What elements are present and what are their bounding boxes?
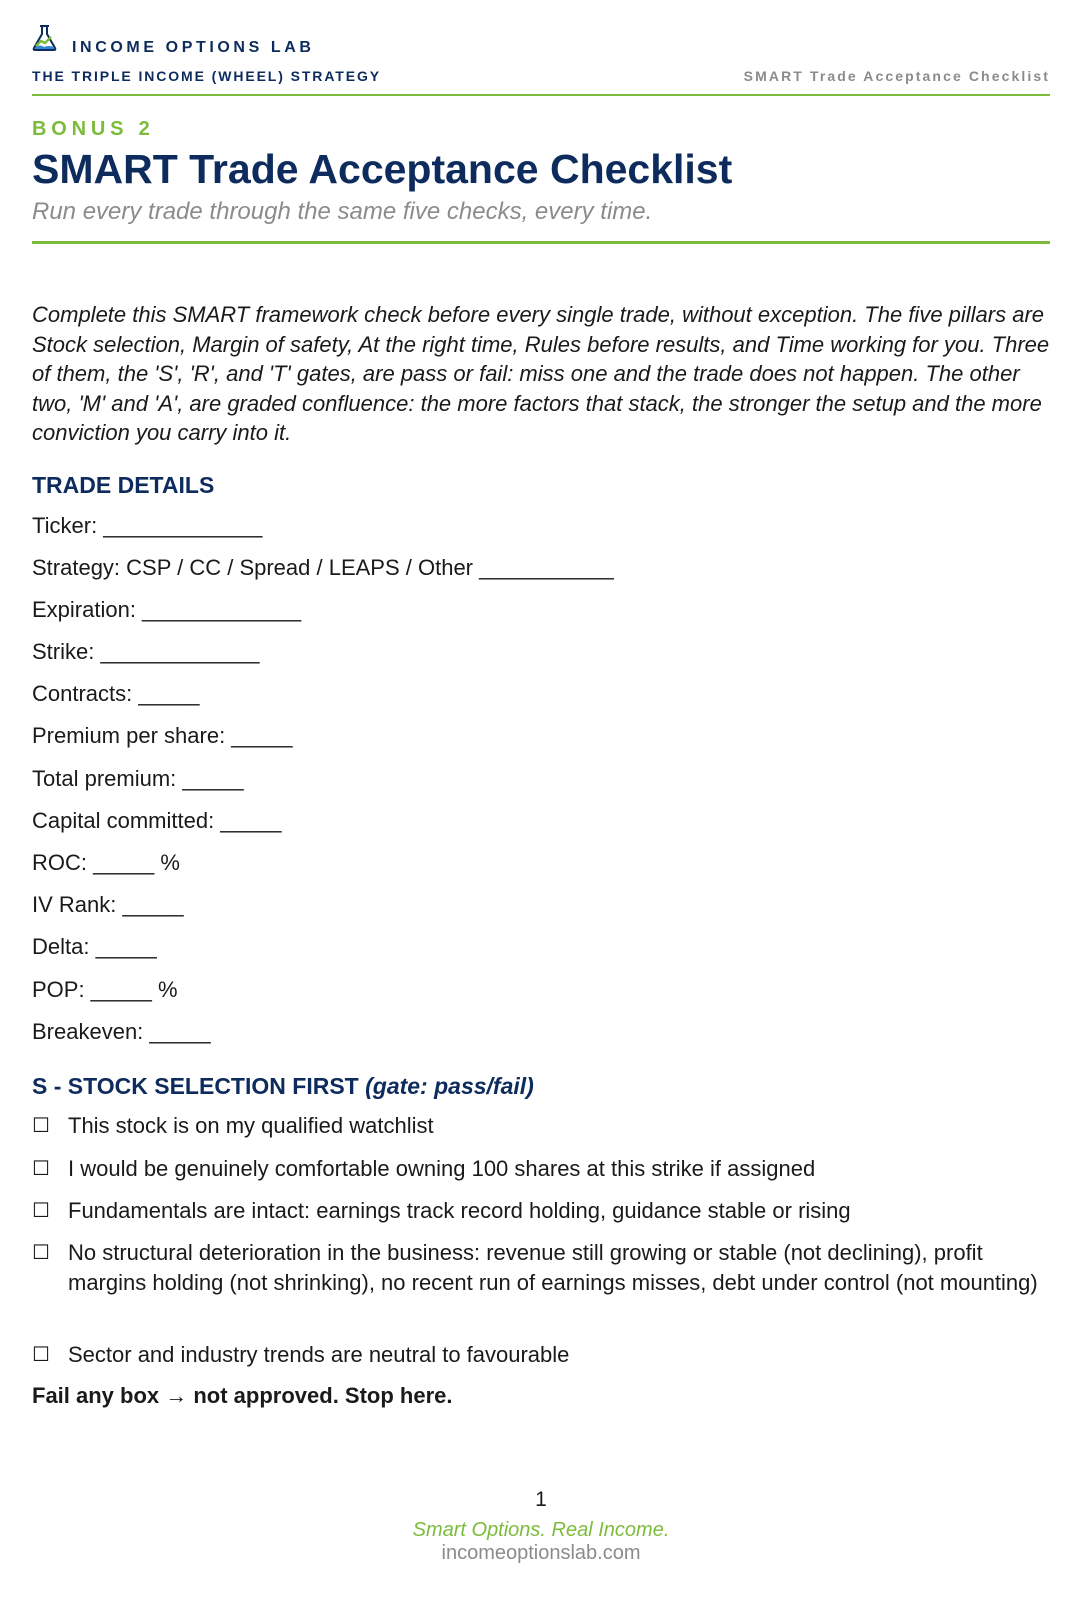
field-pop: POP: _____ % (32, 977, 178, 1002)
checklist-item-text: I would be genuinely comfortable owning 100 shares at this strike if assigned (68, 1156, 816, 1181)
stock-selection-gate: (gate: pass/fail) (365, 1073, 534, 1099)
page-title: SMART Trade Acceptance Checklist (32, 146, 733, 192)
field-total-premium: Total premium: _____ (32, 766, 244, 791)
footer-tagline: Smart Options. Real Income. (412, 1519, 670, 1541)
stock-selection-heading (32, 1073, 534, 1100)
field-capital-committed: Capital committed: _____ (32, 808, 282, 833)
document-series-title: THE TRIPLE INCOME (WHEEL) STRATEGY (32, 68, 382, 84)
checkbox-icon[interactable]: ☐ (32, 1198, 50, 1222)
checklist-item[interactable] (32, 1340, 1050, 1370)
footer-website: incomeoptionslab.com (441, 1542, 641, 1564)
checklist-item[interactable] (32, 1154, 1050, 1184)
checkbox-icon[interactable]: ☐ (32, 1113, 50, 1137)
title-divider (32, 241, 1050, 244)
flask-chart-icon (32, 24, 58, 52)
checklist-item[interactable] (32, 1196, 1050, 1226)
brand-name: INCOME OPTIONS LAB (72, 39, 315, 56)
field-contracts: Contracts: _____ (32, 681, 200, 706)
checklist-item-text: This stock is on my qualified watchlist (68, 1113, 434, 1138)
field-strike: Strike: _____________ (32, 639, 260, 664)
field-roc: ROC: _____ % (32, 850, 180, 875)
checkbox-icon[interactable]: ☐ (32, 1240, 50, 1264)
checklist-item-text: Sector and industry trends are neutral to favourable (68, 1342, 570, 1367)
checkbox-icon[interactable]: ☐ (32, 1156, 50, 1180)
field-delta: Delta: _____ (32, 934, 157, 959)
trade-details-heading: TRADE DETAILS (32, 472, 215, 498)
field-breakeven: Breakeven: _____ (32, 1019, 211, 1044)
document-page (32, 0, 1050, 1597)
running-header-title: SMART Trade Acceptance Checklist (743, 68, 1050, 84)
field-premium-per-share: Premium per share: _____ (32, 723, 293, 748)
stock-selection-title: S - STOCK SELECTION FIRST (32, 1073, 359, 1099)
checklist-item[interactable] (32, 1238, 1050, 1297)
field-iv-rank: IV Rank: _____ (32, 892, 184, 917)
page-number: 1 (535, 1488, 547, 1511)
checklist-item[interactable] (32, 1111, 1050, 1141)
bonus-label: BONUS 2 (32, 118, 155, 140)
checklist-item-text: No structural deterioration in the business: revenue still growing or stable (not declining), profit margins holding (not shrinking), no recent run of earnings misses, debt under control (not mounting) (68, 1240, 1038, 1295)
fail-note: Fail any box → not approved. Stop here. (32, 1383, 453, 1408)
field-expiration: Expiration: _____________ (32, 597, 302, 622)
checklist-item-text: Fundamentals are intact: earnings track record holding, guidance stable or rising (68, 1198, 851, 1223)
header-divider (32, 94, 1050, 96)
page-subtitle: Run every trade through the same five checks, every time. (32, 198, 653, 225)
field-ticker: Ticker: _____________ (32, 513, 263, 538)
checkbox-icon[interactable]: ☐ (32, 1342, 50, 1366)
intro-paragraph: Complete this SMART framework check before every single trade, without exception. The five pillars are Stock selection, Margin of safety, At the right time, Rules before results, and Time working for you. Three of them, the 'S', 'R', and 'T' gates, are pass or fail: miss one and the trade does not happen. The other two, 'M' and 'A', are graded confluence: the more factors that stack, the stronger the setup and the more conviction you carry into it. (32, 302, 1050, 446)
field-strategy: Strategy: CSP / CC / Spread / LEAPS / Other ___________ (32, 555, 614, 580)
